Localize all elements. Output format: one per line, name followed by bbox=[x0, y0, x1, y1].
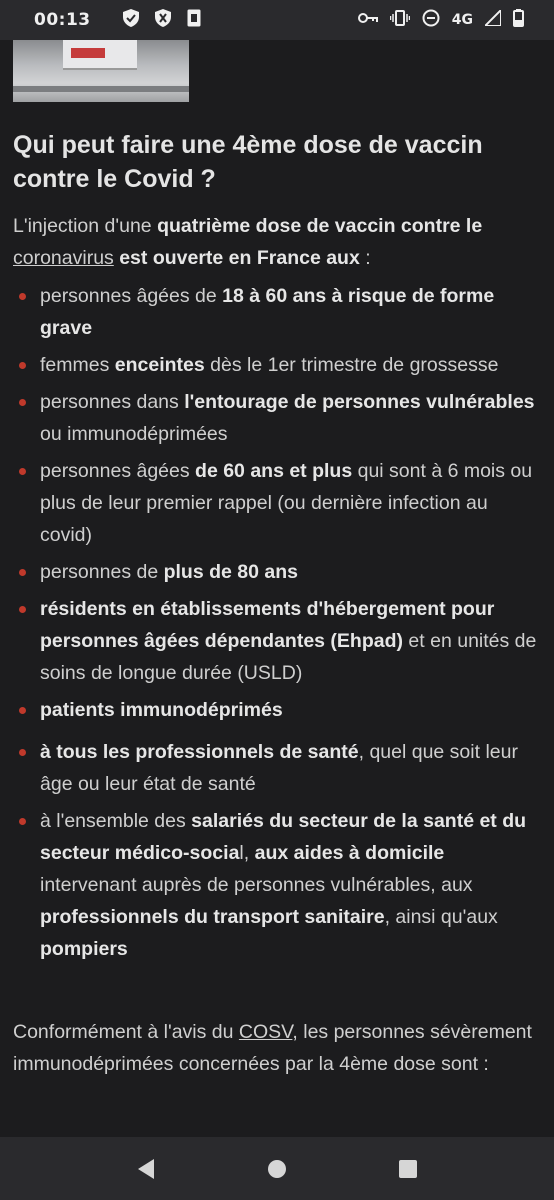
notification-icons bbox=[123, 9, 201, 32]
list-item: femmes enceintes dès le 1er trimestre de grossesse bbox=[0, 349, 554, 381]
eligibility-list bbox=[0, 280, 554, 970]
vibrate-icon bbox=[390, 10, 410, 30]
bullet-icon bbox=[19, 399, 26, 406]
list-item: personnes de plus de 80 ans bbox=[0, 556, 554, 588]
shield-icon bbox=[155, 9, 171, 32]
bullet-icon bbox=[19, 293, 26, 300]
do-not-disturb-icon bbox=[422, 9, 440, 31]
vaccine-photo bbox=[13, 40, 189, 102]
network-type: 4G bbox=[451, 12, 473, 28]
list-item: résidents en établissements d'hébergement pour personnes âgées dépendantes (Ehpad) et en unités de soins de longue durée (USLD) bbox=[0, 593, 554, 689]
list-item: personnes âgées de 60 ans et plus qui sont à 6 mois ou plus de leur premier rappel (ou dernière infection au covid) bbox=[0, 455, 554, 551]
bullet-icon bbox=[19, 606, 26, 613]
signal-icon bbox=[485, 10, 501, 30]
status-time: 00:13 bbox=[34, 10, 91, 30]
list-item: à l'ensemble des salariés du secteur de la santé et du secteur médico-social, aux aides à domicile intervenant auprès de personnes vulnérables, aux professionnels du transport sanitaire, ainsi qu'aux pompiers bbox=[0, 805, 554, 965]
list-item: personnes âgées de 18 à 60 ans à risque de forme grave bbox=[0, 280, 554, 344]
back-button[interactable] bbox=[116, 1139, 176, 1199]
key-icon bbox=[358, 12, 378, 28]
sim-card-icon bbox=[187, 9, 201, 32]
home-icon bbox=[267, 1159, 287, 1179]
bullet-icon bbox=[19, 362, 26, 369]
bullet-icon bbox=[19, 569, 26, 576]
back-icon bbox=[136, 1158, 156, 1180]
recents-icon bbox=[398, 1159, 418, 1179]
bullet-icon bbox=[19, 468, 26, 475]
system-icons bbox=[358, 9, 524, 31]
battery-icon bbox=[513, 9, 524, 31]
intro-paragraph: L'injection d'une quatrième dose de vaccin contre le coronavirus est ouverte en France aux : bbox=[13, 215, 483, 269]
article-content[interactable] bbox=[0, 40, 554, 1137]
bullet-icon bbox=[19, 818, 26, 825]
shield-check-icon bbox=[123, 9, 139, 32]
navigation-bar bbox=[0, 1137, 554, 1200]
list-item: patients immunodéprimés bbox=[0, 694, 554, 726]
recents-button[interactable] bbox=[378, 1139, 438, 1199]
coronavirus-link[interactable]: coronavirus bbox=[13, 247, 114, 269]
status-bar bbox=[0, 0, 554, 40]
list-item: personnes dans l'entourage de personnes vulnérables ou immunodéprimées bbox=[0, 386, 554, 450]
home-button[interactable] bbox=[247, 1139, 307, 1199]
bullet-icon bbox=[19, 707, 26, 714]
article-heading: Qui peut faire une 4ème dose de vaccin contre le Covid ? bbox=[13, 131, 483, 193]
cosv-link[interactable]: COSV bbox=[238, 1021, 293, 1043]
list-item: à tous les professionnels de santé, quel que soit leur âge ou leur état de santé bbox=[0, 736, 554, 800]
bullet-icon bbox=[19, 749, 26, 756]
outro-paragraph: Conformément à l'avis du COSV, les personnes sévèrement immunodéprimées concernées par la 4ème dose sont : bbox=[13, 1021, 532, 1075]
